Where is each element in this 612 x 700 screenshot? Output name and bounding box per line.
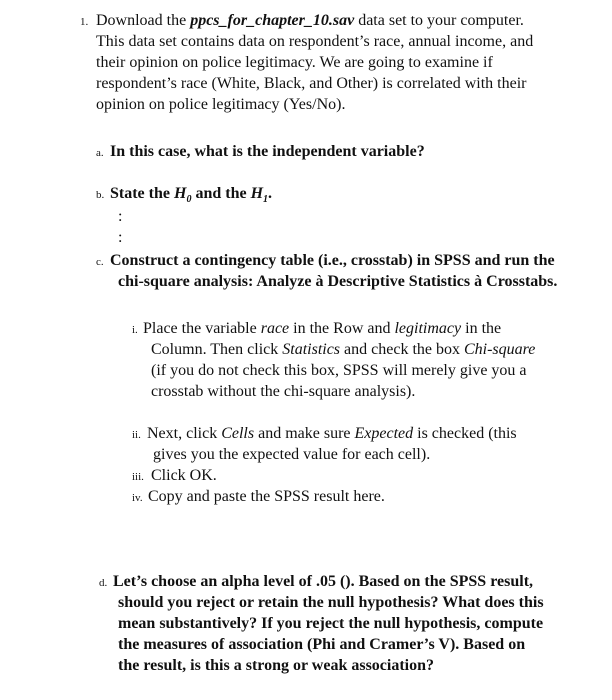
- qc-text: Construct a contingency table (i.e., crosstab) in SPSS and run the chi-square analysis: Analyze à Descriptive Statistics à Crosstabs.: [110, 252, 558, 290]
- qc-ii-text: Next, click Cells and make sure Expected is checked (this gives you the expected value for each cell).: [147, 425, 517, 463]
- qc-marker: c.: [96, 256, 104, 268]
- qa-text: In this case, what is the independent variable?: [110, 143, 425, 160]
- answer-placeholder-2: :: [118, 229, 123, 246]
- qc-ii-marker: ii.: [132, 429, 141, 441]
- q1-marker: 1.: [80, 16, 89, 28]
- qc-i-text: Place the variable race in the Row and legitimacy in the Column. Then click Statistics and check the box Chi-square (if you do not check this box, SPSS will merely give you a crosstab without the chi-square analysis).: [143, 320, 536, 400]
- dataset-filename: ppcs_for_chapter_10.sav: [190, 12, 355, 29]
- qb-text: State the $H_0$ and the $H_1$.: [110, 185, 273, 206]
- qd-text: Let’s choose an alpha level of .05 (). Based on the SPSS result, should you reject or retain the null hypothesis? What does this mean substantively? If you reject the null hypothesis, compute the measures of association (Phi and Cramer’s V). Based on the result, is this a strong or weak association?: [113, 573, 544, 674]
- qc-iv-marker: iv.: [132, 492, 143, 504]
- qc-iii-marker: iii.: [132, 471, 144, 483]
- qc-i-marker: i.: [132, 324, 138, 336]
- qa-marker: a.: [96, 147, 104, 159]
- qc-iv-text: Copy and paste the SPSS result here.: [148, 488, 385, 505]
- qb-marker: b.: [96, 189, 105, 201]
- q1-text: Download the ppcs_for_chapter_10.sav data set to your computer. This data set contains data on respondent’s race, annual income, and their opinion on police legitimacy. We are going to examine if respondent’s race (White, Black, and Other) is correlated with their opinion on police legitimacy (Yes/No).: [96, 12, 534, 113]
- answer-placeholder-1: :: [118, 208, 123, 225]
- qc-iii-text: Click OK.: [151, 467, 217, 484]
- qd-marker: d.: [99, 577, 108, 589]
